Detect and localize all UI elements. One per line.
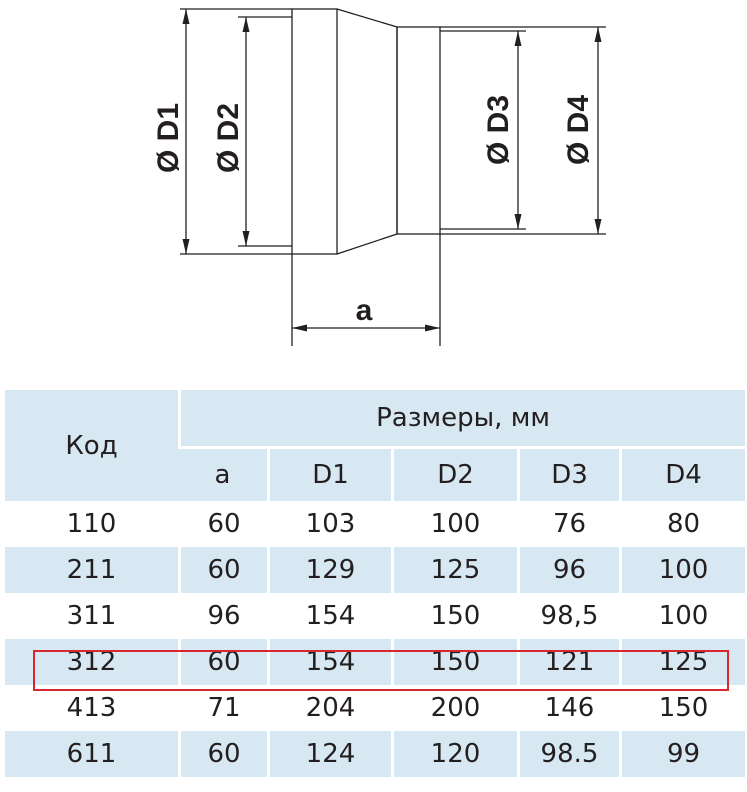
code-cell: 311 xyxy=(66,601,117,631)
a-cell: 96 xyxy=(178,593,267,639)
column-header-d4: D4 xyxy=(619,446,745,501)
table-row xyxy=(5,547,745,593)
a-cell: 60 xyxy=(178,639,267,685)
d3-cell: 76 xyxy=(517,501,619,547)
d3-cell: 146 xyxy=(517,685,619,731)
label-d2: Ø D2 xyxy=(212,102,245,174)
code-cell: 211 xyxy=(5,547,178,593)
table-row xyxy=(5,501,745,547)
code-cell: 611 xyxy=(5,731,178,777)
a-cell: 60 xyxy=(178,547,267,593)
d3-cell: 98,5 xyxy=(517,593,619,639)
reducer-drawing xyxy=(0,0,747,360)
large-sleeve xyxy=(292,9,337,254)
arrow-a-left xyxy=(292,325,307,332)
d2-cell: 125 xyxy=(391,547,517,593)
arrow-d4-bottom xyxy=(595,219,602,234)
sizes-header: Размеры, мм xyxy=(178,390,745,446)
d3-cell: 98.5 xyxy=(517,731,619,777)
arrow-d1-bottom xyxy=(183,239,190,254)
d1-cell: 129 xyxy=(267,547,391,593)
d2-cell: 200 xyxy=(391,685,517,731)
d1-cell: 204 xyxy=(267,685,391,731)
arrow-d3-bottom xyxy=(515,214,522,229)
header-row-1 xyxy=(5,390,745,446)
d1-cell: 154 xyxy=(267,639,391,685)
spec-table xyxy=(5,390,745,777)
d2-cell: 150 xyxy=(391,593,517,639)
table-row xyxy=(5,731,745,777)
label-d4: Ø D4 xyxy=(562,94,595,166)
column-header-d1: D1 xyxy=(267,446,391,501)
arrow-d4-top xyxy=(595,27,602,42)
d2-cell: 100 xyxy=(391,501,517,547)
d1-cell: 124 xyxy=(267,731,391,777)
d4-cell: 99 xyxy=(619,731,745,777)
a-cell: 71 xyxy=(178,685,267,731)
d1-cell: 154 xyxy=(267,593,391,639)
arrow-a-right xyxy=(425,325,440,332)
code-cell: 312 xyxy=(5,639,178,685)
d4-cell: 125 xyxy=(619,639,745,685)
d3-cell: 121 xyxy=(517,639,619,685)
code-cell: 413 xyxy=(66,693,117,723)
d1-cell: 103 xyxy=(267,501,391,547)
code-cell: 110 xyxy=(66,509,117,539)
arrow-d1-top xyxy=(183,9,190,24)
cone-body xyxy=(337,9,397,254)
small-sleeve xyxy=(397,27,440,234)
table-row xyxy=(5,685,745,731)
column-header-d2: D2 xyxy=(391,446,517,501)
arrow-d2-top xyxy=(243,17,250,32)
table-row xyxy=(5,593,745,639)
d4-cell: 100 xyxy=(619,547,745,593)
d4-cell: 150 xyxy=(619,685,745,731)
label-d1: Ø D1 xyxy=(152,102,185,174)
arrow-d3-top xyxy=(515,31,522,46)
d2-cell: 120 xyxy=(391,731,517,777)
a-cell: 60 xyxy=(178,731,267,777)
table-row xyxy=(5,639,745,685)
code-header: Код xyxy=(5,390,178,501)
a-cell: 60 xyxy=(178,501,267,547)
arrow-d2-bottom xyxy=(243,231,250,246)
label-d3: Ø D3 xyxy=(482,94,515,166)
d4-cell: 80 xyxy=(619,501,745,547)
d3-cell: 96 xyxy=(517,547,619,593)
label-a: a xyxy=(355,294,373,327)
column-header-d3: D3 xyxy=(517,446,619,501)
column-header-a: a xyxy=(178,446,267,501)
d2-cell: 150 xyxy=(391,639,517,685)
d4-cell: 100 xyxy=(619,593,745,639)
